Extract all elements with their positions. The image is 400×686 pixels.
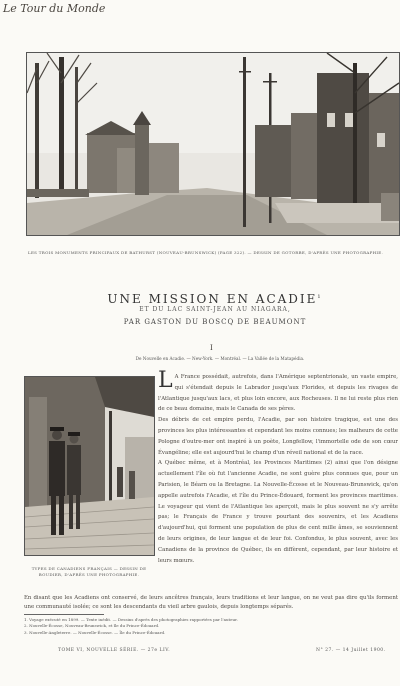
footnotes xyxy=(24,617,398,636)
street-photograph xyxy=(26,52,400,236)
footer-volume: TOME VI, NOUVELLE SÉRIE. — 27e LIV. xyxy=(58,648,171,653)
left-photo-caption: TYPES DE CANADIENS FRANÇAIS — DESSIN DE BOUDIER, D'APRÈS UNE PHOTOGRAPHIE. xyxy=(31,566,147,577)
top-photo-caption: LES TROIS MONUMENTS PRINCIPAUX DE BATHURST (NOUVEAU-BRUNSWICK) (PAGE 322). — DESSIN DE GOTORBE, D'APRÈS UNE PHOTOGRAPHIE. xyxy=(28,250,384,255)
drop-cap: L xyxy=(158,368,173,393)
people-photograph xyxy=(24,376,155,556)
article-subtitle: ET DU LAC SAINT-JEAN AU NIAGARA, xyxy=(139,306,291,313)
paragraph: A France possédait, autrefois, dans l'Amérique septentrionale, un vaste empire, qui s'étendait depuis le Labrador jusqu'aux Florides, et depuis les rivages de l'Atlantique jusqu'aux lacs, et plus loin encore, aux Rocheuses. Il ne lui reste plus rien de ce beau domaine, mais le Canada de ses pères. xyxy=(158,374,398,413)
paragraph: A Québec même, et à Montréal, les Provinces Maritimes (2) ainsi que l'on désigne actuellement l'île où fut l'ancienne Acadie, ne sont guère plus connues que, pour un Parisien, le Béarn ou la Bretagne. La Nouvelle-Écosse et le Nouveau-Brunswick, qu'on appelle autrefois l'Acadie, et l'île du Prince-Édouard, forment les provinces maritimes. Le voyageur qui vient de l'Atlantique les aperçoit, mais le plus souvent ne s'y arrête pas; le Français de France y trouve pourtant des souvenirs, et les Acadiens d'aujourd'hui, qui forment une population de plus de cent mille âmes, se souviennent de leurs origines, de leur langue et de leur foi. Confondus, le plus souvent, avec les Canadiens de la province de Québec, ils en diffèrent, cependant, par leur histoire et leurs mœurs. xyxy=(158,460,398,564)
section-summary: De Nouvelle en Acadie. — New-York. — Montréal. — La Vallée de la Matapédia. xyxy=(135,356,305,361)
footnote: 1. Voyage exécuté en 1899. — Texte inédit. — Dessins d'après des photographies rapportées par l'auteur. xyxy=(24,617,238,622)
section-number: I xyxy=(210,344,213,352)
footnote-rule xyxy=(24,614,104,615)
footer-issue: N° 27. — 14 Juillet 1900. xyxy=(316,648,386,653)
footnote: 2. Nouvelle-Écosse, Nouveau-Brunswick, et île du Prince-Édouard. xyxy=(24,623,160,629)
article-body xyxy=(158,368,398,566)
article-body-continued: En disant que les Acadiens ont conservé, de leurs ancêtres français, leurs traditions et leur langue, on ne veut pas dire qu'ils forment une communauté isolée; ce sont les descendants du vieil arbre gaulois, depuis longtemps séparés. xyxy=(24,595,398,610)
article-title: UNE MISSION EN ACADIE$^1$ xyxy=(107,292,323,306)
masthead: Le Tour du Monde xyxy=(3,2,106,15)
article-byline: PAR GASTON DU BOSCQ DE BEAUMONT xyxy=(123,318,307,326)
footnote: 3. Nouvelle-Angleterre. — Nouvelle-Écosse. — Île du Prince-Édouard. xyxy=(24,629,166,635)
paragraph: Des débris de cet empire perdu, l'Acadie, par son histoire tragique, est une des provinces les plus intéressantes et cependant les moins connues; les malheurs de cette Pologne d'outre-mer ont inspiré à un poète, Longfellow, l'immortelle ode de son cœur Évangéline; elle est aujourd'hui le champ d'un réveil national et de la race. xyxy=(158,417,398,456)
